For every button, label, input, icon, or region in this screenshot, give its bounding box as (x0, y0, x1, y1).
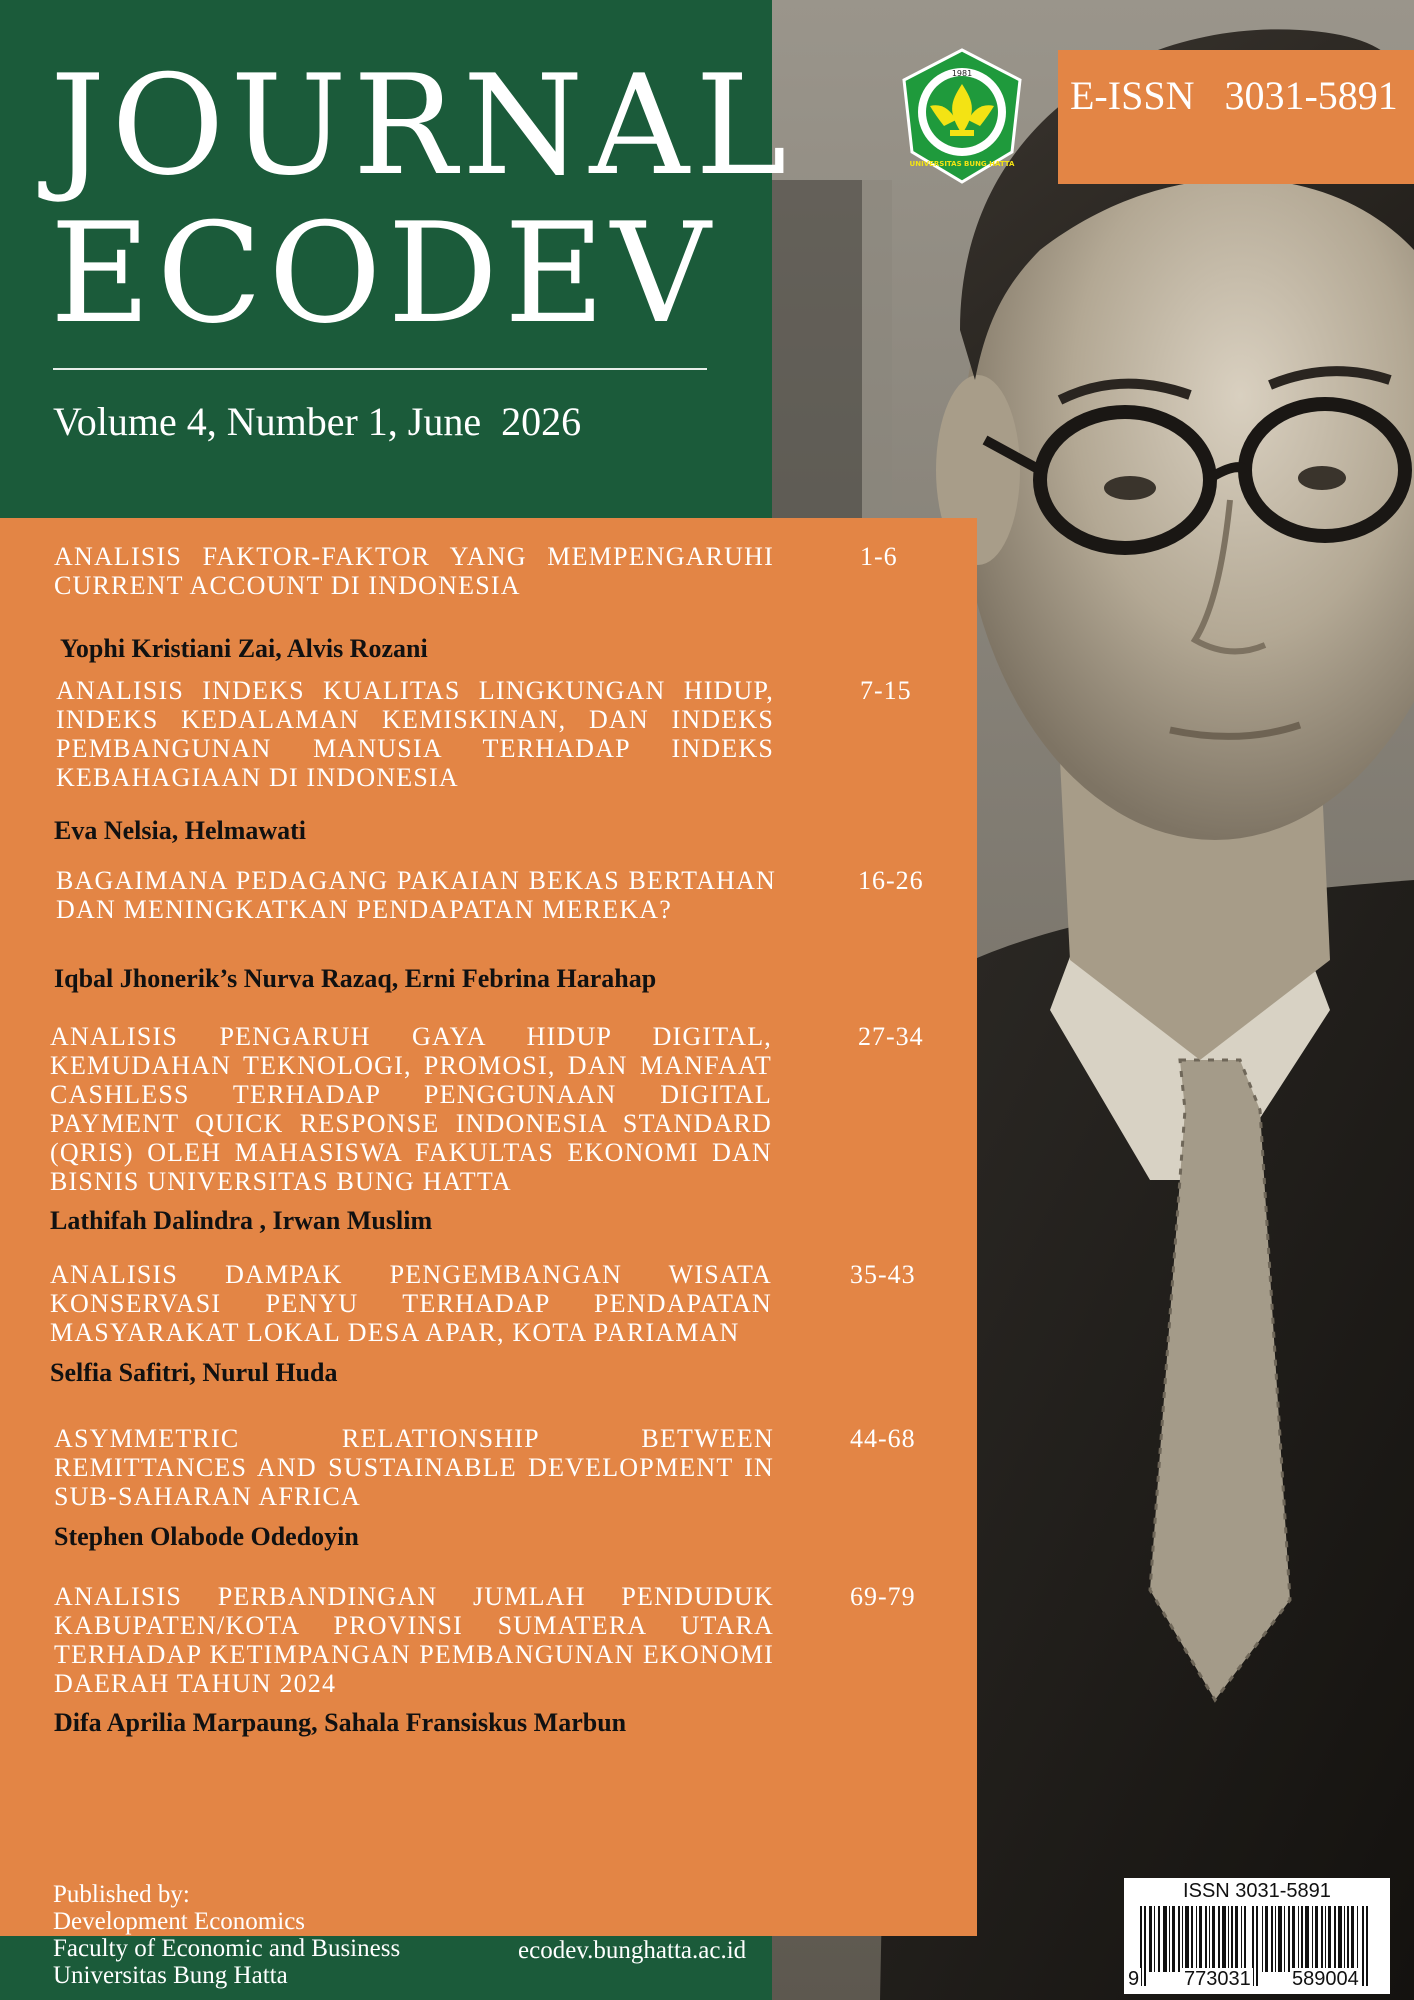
eissn-box (1058, 50, 1414, 184)
barcode-issn: ISSN 3031-5891 (1183, 1880, 1331, 1902)
article-title[interactable]: ANALISIS INDEKS KUALITAS LINGKUNGAN HIDUP, INDEKS KEDALAMAN KEMISKINAN, DAN INDEKS PEMBANGUNAN MANUSIA TERHADAP INDEKS KEBAHAGIAAN DI INDONESIA (56, 676, 774, 792)
logo-text: UNIVERSITAS BUNG HATTA (909, 160, 1015, 168)
publisher-info (53, 1881, 400, 1989)
barcode (1124, 1878, 1390, 1994)
journal-title-line2: ECODEV (50, 193, 717, 354)
article-authors: Yophi Kristiani Zai, Alvis Rozani (60, 634, 428, 663)
publisher-label: Published by: (53, 1881, 190, 1908)
article-title[interactable]: ANALISIS PERBANDINGAN JUMLAH PENDUDUK KABUPATEN/KOTA PROVINSI SUMATERA UTARA TERHADAP KETIMPANGAN PEMBANGUNAN EKONOMI DAERAH TAHUN 2024 (54, 1582, 774, 1698)
table-of-contents (0, 518, 977, 1936)
article-pages: 27-34 (858, 1022, 924, 1051)
title-divider (53, 368, 707, 370)
article-authors: Eva Nelsia, Helmawati (54, 816, 307, 845)
article-authors: Stephen Olabode Odedoyin (54, 1522, 359, 1551)
article-authors: Difa Aprilia Marpaung, Sahala Fransiskus Marbun (54, 1708, 627, 1737)
article-title[interactable]: BAGAIMANA PEDAGANG PAKAIAN BEKAS BERTAHAN DAN MENINGKATKAN PENDAPATAN MEREKA? (56, 866, 776, 924)
journal-title (50, 45, 793, 354)
barcode-digits-right: 589004 (1292, 1968, 1359, 1990)
article-pages: 69-79 (850, 1582, 916, 1611)
article-pages: 7-15 (860, 676, 912, 705)
barcode-lead-digit: 9 (1128, 1968, 1140, 1990)
website-link[interactable]: ecodev.bunghatta.ac.id (518, 1937, 747, 1964)
article-authors: Lathifah Dalindra , Irwan Muslim (50, 1206, 433, 1235)
title-panel (0, 0, 793, 518)
article-title[interactable]: ANALISIS FAKTOR-FAKTOR YANG MEMPENGARUHI CURRENT ACCOUNT DI INDONESIA (54, 542, 774, 600)
publisher-line1: Development Economics (53, 1908, 306, 1935)
journal-title-line1: JOURNAL (50, 45, 793, 206)
publisher-line3: Universitas Bung Hatta (53, 1962, 288, 1989)
article-authors: Iqbal Jhonerik’s Nurva Razaq, Erni Febrina Harahap (54, 964, 657, 993)
article-pages: 16-26 (858, 866, 924, 895)
article-pages: 44-68 (850, 1424, 916, 1453)
article-authors: Selfia Safitri, Nurul Huda (50, 1358, 338, 1387)
logo-year: 1981 (951, 69, 973, 78)
volume-issue: Volume 4, Number 1, June 2026 (53, 399, 582, 444)
article-title[interactable]: ASYMMETRIC RELATIONSHIP BETWEEN REMITTANCES AND SUSTAINABLE DEVELOPMENT IN SUB-SAHARAN AFRICA (54, 1424, 774, 1511)
barcode-digits-left: 773031 (1184, 1968, 1251, 1990)
eissn-text: E-ISSN 3031-5891 (1070, 73, 1398, 118)
university-emblem-icon (890, 44, 1034, 188)
article-pages: 1-6 (860, 542, 898, 571)
article-pages: 35-43 (850, 1260, 916, 1289)
article-title[interactable]: ANALISIS DAMPAK PENGEMBANGAN WISATA KONSERVASI PENYU TERHADAP PENDAPATAN MASYARAKAT LOKAL DESA APAR, KOTA PARIAMAN (50, 1260, 772, 1347)
publisher-line2: Faculty of Economic and Business (53, 1935, 401, 1962)
article-title[interactable]: ANALISIS PENGARUH GAYA HIDUP DIGITAL, KEMUDAHAN TEKNOLOGI, PROMOSI, DAN MANFAAT CASHLESS TERHADAP PENGGUNAAN DIGITAL PAYMENT QUICK RESPONSE INDONESIA STANDARD (QRIS) OLEH MAHASISWA FAKULTAS EKONOMI DAN BISNIS UNIVERSITAS BUNG HATTA (50, 1022, 772, 1196)
